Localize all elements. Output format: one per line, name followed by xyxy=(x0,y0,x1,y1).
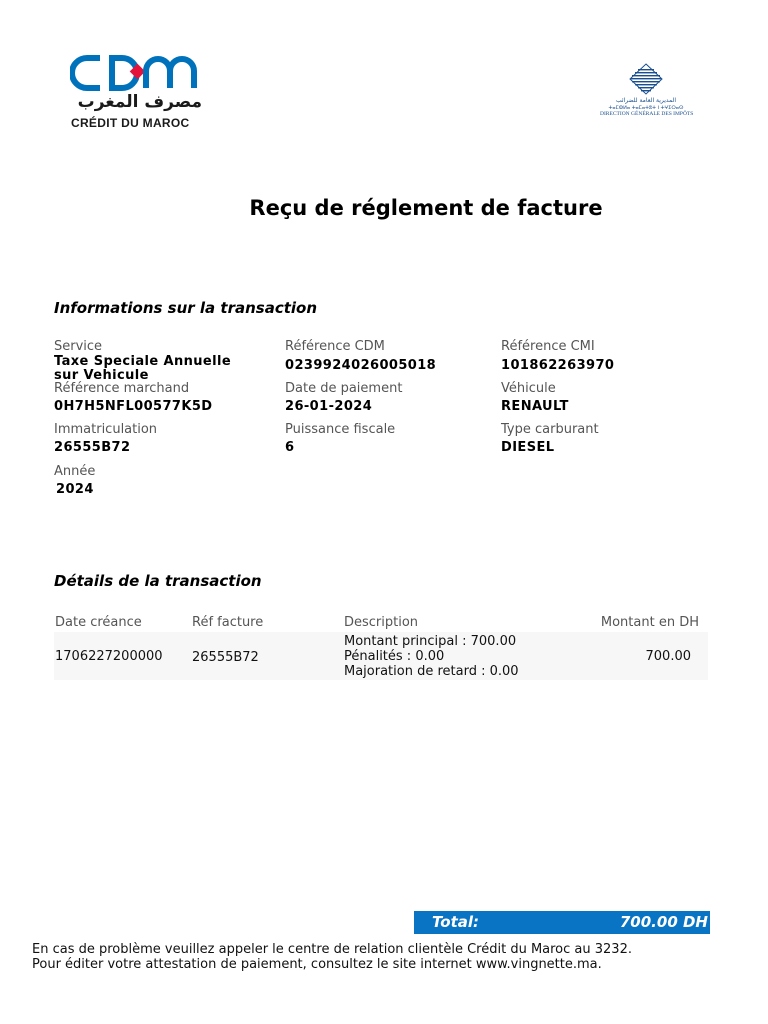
annee-value: 2024 xyxy=(56,482,94,497)
date-paiement-label: Date de paiement xyxy=(285,381,403,396)
row-desc-majoration: Majoration de retard : 0.00 xyxy=(344,664,519,679)
row-ref-facture: 26555B72 xyxy=(192,650,259,665)
page-title: Reçu de réglement de facture xyxy=(249,196,603,220)
vehicule-value: RENAULT xyxy=(501,399,569,414)
row-date-creance: 1706227200000 xyxy=(55,649,163,664)
service-value-line1: Taxe Speciale Annuelle xyxy=(54,354,232,369)
dgi-tifinagh-name: ⵜⴰⵎⵀⵍⴰ ⵜⴰⵎⴰⵜⵓⵜ ⵏ ⵜⵖⵉⵔⴰⵙ xyxy=(608,105,684,111)
service-value-line2: sur Vehicule xyxy=(54,368,149,383)
col-date-creance: Date créance xyxy=(55,615,142,630)
details-section-heading: Détails de la transaction xyxy=(54,572,262,590)
ref-marchand-value: 0H7H5NFL00577K5D xyxy=(54,399,213,414)
ref-cdm-label: Référence CDM xyxy=(285,339,385,354)
cdm-arabic-name: مصرف المغرب xyxy=(77,92,202,112)
col-ref-facture: Réf facture xyxy=(192,615,264,630)
dgi-logo xyxy=(600,62,692,122)
puissance-label: Puissance fiscale xyxy=(285,422,396,437)
row-desc-penalites: Pénalités : 0.00 xyxy=(344,649,445,664)
dgi-french-name: DIRECTION GÉNÉRALE DES IMPÔTS xyxy=(600,111,694,117)
ref-marchand-label: Référence marchand xyxy=(54,381,190,396)
immatriculation-label: Immatriculation xyxy=(54,422,158,437)
service-label: Service xyxy=(54,339,103,354)
cdm-logo xyxy=(70,55,210,135)
footer-website-text: Pour éditer votre attestation de paiement, consultez le site internet www.vingnette.ma. xyxy=(32,957,602,972)
footer-contact-text: En cas de problème veuillez appeler le centre de relation clientèle Crédit du Maroc au 3232. xyxy=(32,942,632,957)
immatriculation-value: 26555B72 xyxy=(54,440,131,455)
total-value: 700.00 DH xyxy=(619,913,708,931)
carburant-value: DIESEL xyxy=(501,440,555,455)
dgi-arabic-name: المديرية العامة للضرائب xyxy=(616,97,676,104)
col-montant: Montant en DH xyxy=(600,615,699,630)
carburant-label: Type carburant xyxy=(501,422,599,437)
cdm-logo-mark xyxy=(70,55,205,93)
total-label: Total: xyxy=(432,913,480,931)
col-description: Description xyxy=(344,615,419,630)
row-desc-principal: Montant principal : 700.00 xyxy=(344,634,517,649)
ref-cmi-label: Référence CMI xyxy=(501,339,595,354)
vehicule-label: Véhicule xyxy=(501,381,556,396)
info-section-heading: Informations sur la transaction xyxy=(54,299,318,317)
puissance-value: 6 xyxy=(285,440,295,455)
row-montant: 700.00 xyxy=(645,649,691,664)
annee-label: Année xyxy=(54,464,96,479)
cdm-bank-name: CRÉDIT DU MAROC xyxy=(71,116,190,130)
dgi-emblem-icon xyxy=(600,62,692,96)
date-paiement-value: 26-01-2024 xyxy=(285,399,373,414)
ref-cmi-value: 101862263970 xyxy=(501,358,615,373)
ref-cdm-value: 0239924026005018 xyxy=(285,358,437,373)
